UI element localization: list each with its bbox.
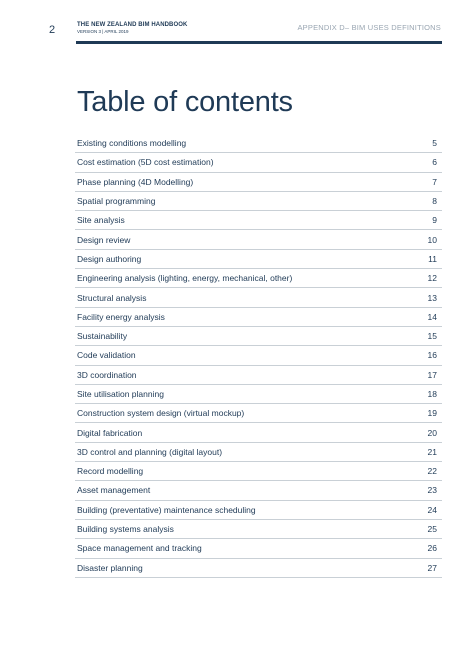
toc-entry[interactable] bbox=[75, 288, 442, 307]
toc-entry-page-number[interactable]: 11 bbox=[428, 253, 437, 264]
toc-entry[interactable] bbox=[75, 481, 442, 500]
toc-entry[interactable] bbox=[75, 423, 442, 442]
toc-entry[interactable] bbox=[75, 404, 442, 423]
document-title: THE NEW ZEALAND BIM HANDBOOK bbox=[77, 22, 188, 28]
toc-entry-page-number[interactable]: 16 bbox=[427, 350, 437, 361]
document-title-block bbox=[77, 22, 187, 35]
toc-entry-label[interactable]: Site utilisation planning bbox=[77, 389, 164, 399]
document-version-date: VERSION 3 | APRIL 2019 bbox=[77, 29, 129, 34]
toc-entry-label[interactable]: Building (preventative) maintenance scheduling bbox=[77, 504, 256, 515]
toc-entry-page-number[interactable]: 22 bbox=[427, 466, 437, 477]
toc-entry-label[interactable]: Site analysis bbox=[77, 215, 125, 226]
toc-entry-label[interactable]: 3D coordination bbox=[77, 369, 137, 380]
toc-entry-page-number[interactable]: 13 bbox=[427, 292, 437, 303]
toc-entry-label[interactable]: Design review bbox=[77, 234, 131, 245]
toc-entry[interactable] bbox=[75, 173, 442, 192]
appendix-title: APPENDIX D– BIM USES DEFINITIONS bbox=[297, 23, 441, 32]
toc-entry-page-number[interactable]: 25 bbox=[427, 524, 437, 535]
toc-entry-label[interactable]: Design authoring bbox=[77, 253, 142, 264]
toc-entry[interactable] bbox=[75, 501, 442, 520]
toc-entry-label[interactable]: Record modelling bbox=[77, 466, 144, 477]
toc-entry-label[interactable]: Sustainability bbox=[77, 331, 128, 342]
toc-entry-page-number[interactable]: 9 bbox=[432, 215, 437, 226]
toc-entry-page-number[interactable]: 7 bbox=[432, 176, 437, 187]
toc-entry-label[interactable]: Phase planning (4D Modelling) bbox=[77, 176, 194, 187]
toc-entry-page-number[interactable]: 20 bbox=[427, 427, 437, 438]
toc-entry-page-number[interactable]: 26 bbox=[427, 543, 437, 554]
toc-entry[interactable] bbox=[75, 346, 442, 365]
toc-entry[interactable] bbox=[75, 462, 442, 481]
toc-entry-label[interactable]: Structural analysis bbox=[77, 292, 147, 303]
toc-entry-page-number[interactable]: 14 bbox=[427, 311, 437, 322]
toc-entry-page-number[interactable]: 8 bbox=[432, 196, 437, 207]
toc-entry-page-number[interactable]: 23 bbox=[427, 485, 437, 496]
toc-list bbox=[75, 134, 442, 578]
toc-entry[interactable] bbox=[75, 539, 442, 558]
toc-entry-page-number[interactable]: 15 bbox=[427, 331, 437, 342]
toc-entry[interactable] bbox=[75, 385, 442, 404]
toc-entry[interactable] bbox=[75, 443, 442, 462]
toc-entry[interactable] bbox=[75, 520, 442, 539]
toc-entry-page-number[interactable]: 18 bbox=[427, 389, 437, 399]
toc-entry-label[interactable]: Spatial programming bbox=[77, 196, 156, 207]
toc-entry-label[interactable]: Disaster planning bbox=[77, 562, 143, 573]
toc-entry[interactable] bbox=[75, 269, 442, 288]
toc-entry-label[interactable]: Facility energy analysis bbox=[77, 311, 165, 322]
toc-entry[interactable] bbox=[75, 230, 442, 249]
toc-entry-page-number[interactable]: 17 bbox=[427, 369, 437, 380]
toc-entry[interactable] bbox=[75, 134, 442, 153]
toc-entry-page-number[interactable]: 10 bbox=[427, 234, 437, 245]
toc-entry-label[interactable]: Asset management bbox=[77, 485, 151, 496]
toc-entry-label[interactable]: Engineering analysis (lighting, energy, mechanical, other) bbox=[77, 273, 293, 284]
toc-entry-label[interactable]: Space management and tracking bbox=[77, 543, 202, 554]
toc-entry-page-number[interactable]: 21 bbox=[427, 446, 437, 457]
toc-entry-label[interactable]: Construction system design (virtual mockup) bbox=[77, 408, 245, 419]
toc-entry-label[interactable]: Code validation bbox=[77, 350, 136, 361]
toc-entry-label[interactable]: Building systems analysis bbox=[77, 524, 174, 535]
toc-entry-label[interactable]: Existing conditions modelling bbox=[77, 138, 187, 149]
toc-entry-label[interactable]: Digital fabrication bbox=[77, 427, 143, 438]
page-number: 2 bbox=[49, 24, 56, 36]
header-divider bbox=[76, 41, 442, 44]
toc-entry[interactable] bbox=[75, 327, 442, 346]
toc-entry[interactable] bbox=[75, 211, 442, 230]
toc-entry[interactable] bbox=[75, 559, 442, 578]
toc-entry-page-number[interactable]: 19 bbox=[427, 408, 437, 419]
toc-entry-label[interactable]: 3D control and planning (digital layout) bbox=[77, 446, 223, 457]
toc-entry-page-number[interactable]: 24 bbox=[427, 504, 437, 515]
toc-entry[interactable] bbox=[75, 308, 442, 327]
toc-entry[interactable] bbox=[75, 250, 442, 269]
toc-entry-page-number[interactable]: 6 bbox=[432, 157, 437, 168]
toc-entry-page-number[interactable]: 12 bbox=[427, 273, 437, 284]
toc-heading: Table of contents bbox=[77, 86, 293, 118]
toc-entry[interactable] bbox=[75, 153, 442, 172]
toc-entry-page-number[interactable]: 27 bbox=[427, 562, 437, 573]
toc-entry[interactable] bbox=[75, 366, 442, 385]
toc-entry-label[interactable]: Cost estimation (5D cost estimation) bbox=[77, 157, 214, 168]
toc-entry-page-number[interactable]: 5 bbox=[432, 138, 437, 149]
toc-entry[interactable] bbox=[75, 192, 442, 211]
